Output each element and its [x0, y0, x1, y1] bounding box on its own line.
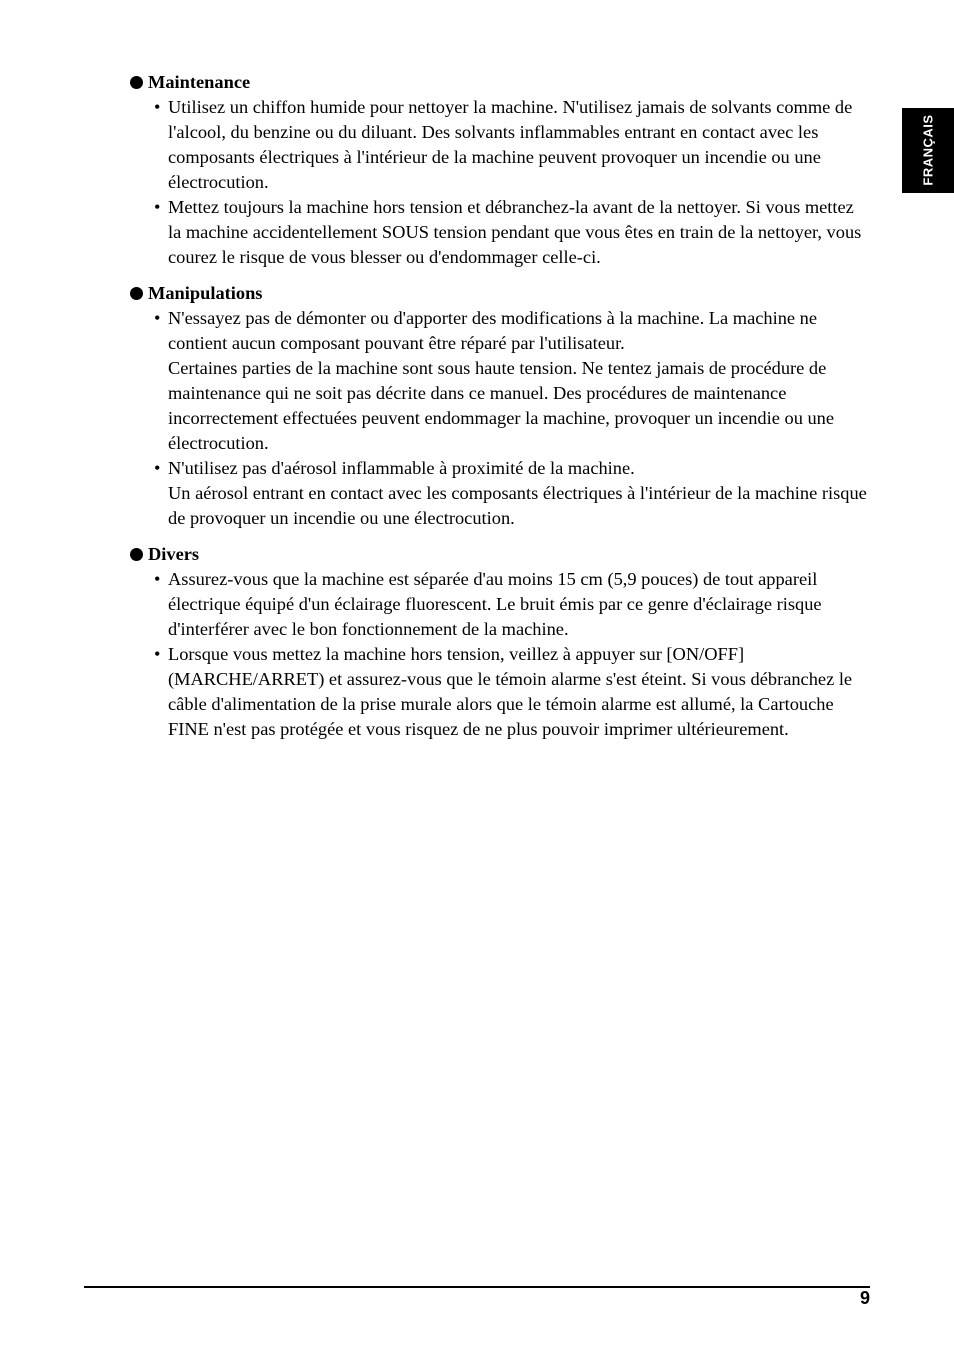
item-paragraph: Mettez toujours la machine hors tension et débranchez-la avant de la nettoyer. Si vous mettez la machine accidentellement SOUS tension pendant que vous êtes en train de la nettoyer, vous courez le risque de vous blesser ou d'endommager celle-ci.	[168, 197, 862, 267]
language-tab-label: FRANÇAIS	[920, 114, 936, 186]
heading-bullet-icon	[130, 287, 143, 300]
heading-bullet-icon	[130, 548, 143, 561]
list-item	[130, 567, 870, 642]
list-item	[130, 195, 870, 270]
page-content	[130, 70, 870, 753]
page-number: 9	[859, 1288, 870, 1308]
heading-bullet-icon	[130, 76, 143, 89]
bullet-icon: •	[154, 197, 161, 217]
section-heading-text: Maintenance	[148, 72, 251, 92]
item-paragraph: Un aérosol entrant en contact avec les composants électriques à l'intérieur de la machine risque de provoquer un incendie ou une électrocution.	[168, 483, 867, 528]
item-paragraph: Lorsque vous mettez la machine hors tension, veillez à appuyer sur [ON/OFF] (MARCHE/ARRET) et assurez-vous que le témoin alarme s'est éteint. Si vous débranchez le câble d'alimentation de la prise murale alors que le témoin alarme est allumé, la Cartouche FINE n'est pas protégée et vous risquez de ne plus pouvoir imprimer ultérieurement.	[168, 644, 853, 739]
section-heading	[130, 542, 870, 567]
list-item	[130, 306, 870, 456]
section-heading-text: Manipulations	[148, 283, 263, 303]
section-maintenance	[130, 70, 870, 270]
bullet-icon: •	[154, 308, 161, 328]
item-paragraph: N'essayez pas de démonter ou d'apporter des modifications à la machine. La machine ne contient aucun composant pouvant être réparé par l'utilisateur.	[168, 308, 818, 353]
list-item	[130, 642, 870, 742]
list-item	[130, 95, 870, 195]
item-paragraph: N'utilisez pas d'aérosol inflammable à proximité de la machine.	[168, 458, 635, 478]
sections-container	[130, 70, 870, 742]
footer-rule	[84, 1286, 870, 1288]
bullet-icon: •	[154, 644, 161, 664]
section-manipulations	[130, 281, 870, 531]
language-tab	[902, 108, 954, 193]
section-heading	[130, 70, 870, 95]
list-item	[130, 456, 870, 531]
item-paragraph: Assurez-vous que la machine est séparée d'au moins 15 cm (5,9 pouces) de tout appareil électrique équipé d'un éclairage fluorescent. Le bruit émis par ce genre d'éclairage risque d'interférer avec le bon fonctionnement de la machine.	[168, 569, 822, 639]
section-heading	[130, 281, 870, 306]
section-divers	[130, 542, 870, 742]
item-paragraph: Certaines parties de la machine sont sous haute tension. Ne tentez jamais de procédure de maintenance qui ne soit pas décrite dans ce manuel. Des procédures de maintenance incorrectement effectuées peuvent endommager la machine, provoquer un incendie ou une électrocution.	[168, 358, 835, 453]
bullet-icon: •	[154, 97, 161, 117]
bullet-icon: •	[154, 458, 161, 478]
section-heading-text: Divers	[148, 544, 200, 564]
item-paragraph: Utilisez un chiffon humide pour nettoyer la machine. N'utilisez jamais de solvants comme de l'alcool, du benzine ou du diluant. Des solvants inflammables entrant en contact avec les composants électriques à l'intérieur de la machine peuvent provoquer un incendie ou une électrocution.	[168, 97, 853, 192]
bullet-icon: •	[154, 569, 161, 589]
